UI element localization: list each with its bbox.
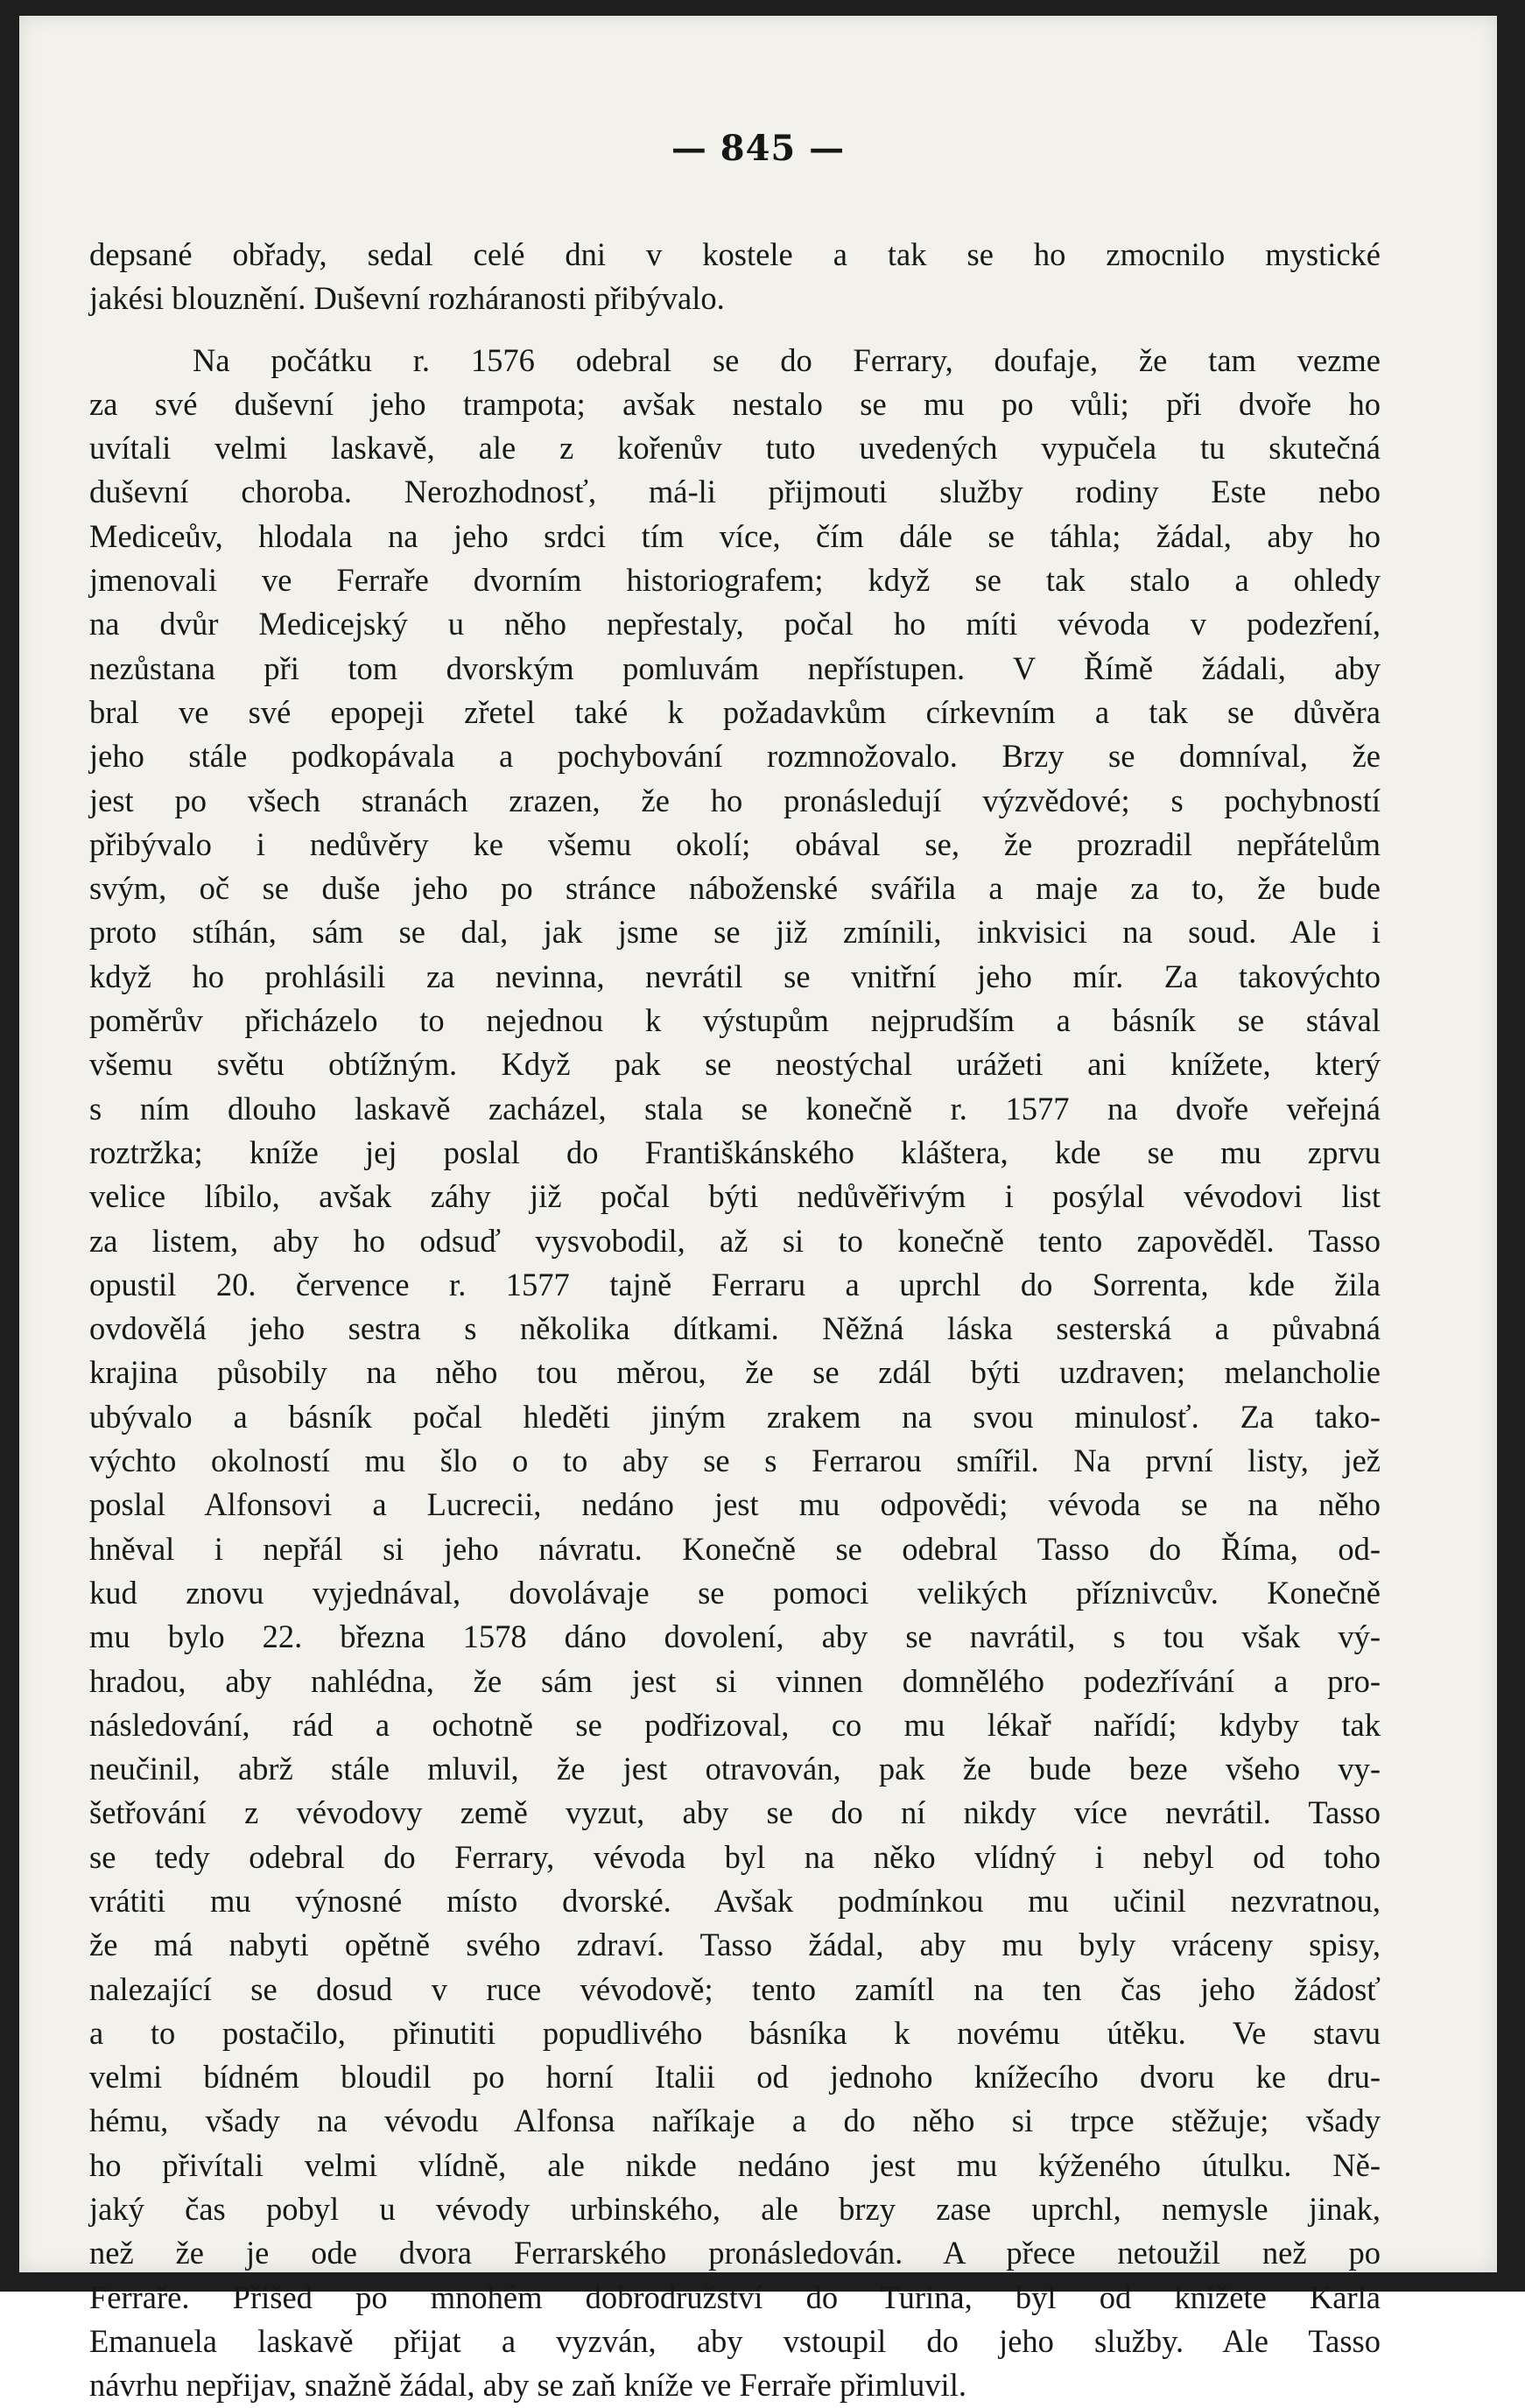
text-line: na dvůr Medicejský u něho nepřestaly, počal ho míti vévoda v podezření,	[89, 606, 1381, 642]
text-line: kud znovu vyjednával, dovolávaje se pomoci velikých příznivcův. Konečně	[89, 1574, 1381, 1611]
text-line: jeho stále podkopávala a pochybování rozmnožovalo. Brzy se domníval, že	[89, 738, 1381, 775]
text-line: hému, všady na vévodu Alfonsa naříkaje a do něho si trpce stěžuje; všady	[89, 2103, 1381, 2139]
text-line: Na počátku r. 1576 odebral se do Ferrary, doufaje, že tam vezme	[193, 341, 1381, 378]
text-line: hradou, aby nahlédna, že sám jest si vinnen domnělého podezřívání a pro-	[89, 1662, 1381, 1699]
text-line: nalezající se dosud v ruce vévodově; tento zamítl na ten čas jeho žádosť	[89, 1970, 1381, 2007]
text-line: jest po všech stranách zrazen, že ho pronásledují výzvědové; s pochybností	[89, 782, 1381, 818]
text-line: poslal Alfonsovi a Lucrecii, nedáno jest mu odpovědi; vévoda se na něho	[89, 1486, 1381, 1523]
text-line: návrhu nepřijav, snažně žádal, aby se zaň kníže ve Ferraře přimluvil.	[89, 2367, 966, 2404]
text-line: ho přivítali velmi vlídně, ale nikde nedáno jest mu kýženého útulku. Ně-	[89, 2146, 1381, 2183]
text-line: a to postačilo, přinutiti popudlivého básníka k novému útěku. Ve stavu	[89, 2014, 1381, 2051]
body-text	[89, 233, 1381, 2408]
text-line: se tedy odebral do Ferrary, vévoda byl na něko vlídný i nebyl od toho	[89, 1838, 1381, 1875]
text-line: bral ve své epopeji zřetel také k požadavkům církevním a tak se důvěra	[89, 693, 1381, 730]
text-line: hněval i nepřál si jeho návratu. Konečně se odebral Tasso do Říma, od-	[89, 1530, 1381, 1567]
text-line: než že je ode dvora Ferrarského pronásledován. A přece netoužil než po	[89, 2235, 1381, 2271]
text-line: Ferraře. Přišed po mnohém dobrodružství do Turina, byl od knížete Karla	[89, 2278, 1381, 2315]
text-line: jmenovali ve Ferraře dvorním historiografem; když se tak stalo a ohledy	[89, 562, 1381, 599]
text-line: ubývalo a básník počal hleděti jiným zrakem na svou minulosť. Za tako-	[89, 1398, 1381, 1435]
text-line: velmi bídném bloudil po horní Italii od jednoho knížecího dvoru ke dru-	[89, 2059, 1381, 2096]
text-line: proto stíhán, sám se dal, jak jsme se již zmínili, inkvisici na soud. Ale i	[89, 914, 1381, 951]
text-line: depsané obřady, sedal celé dni v kostele a tak se ho zmocnilo mystické	[89, 236, 1381, 272]
text-line: duševní choroba. Nerozhodnosť, má-li přijmouti služby rodiny Este nebo	[89, 474, 1381, 510]
text-line: všemu světu obtížným. Když pak se neostýchal urážeti ani knížete, který	[89, 1046, 1381, 1083]
text-line: jaký čas pobyl u vévody urbinského, ale brzy zase uprchl, nemysle jinak,	[89, 2191, 1381, 2228]
text-line: velice líbilo, avšak záhy již počal býti nedůvěřivým i posýlal vévodovi list	[89, 1178, 1381, 1215]
text-line: Mediceův, hlodala na jeho srdci tím více, čím dále se táhla; žádal, aby ho	[89, 517, 1381, 554]
paragraph	[89, 233, 1381, 321]
text-line: opustil 20. července r. 1577 tajně Ferraru a uprchl do Sorrenta, kde žila	[89, 1266, 1381, 1302]
book-page	[19, 16, 1497, 2404]
text-line: Emanuela laskavě přijat a vyzván, aby vstoupil do jeho služby. Ale Tasso	[89, 2322, 1381, 2359]
text-line: vrátiti mu výnosné místo dvorské. Avšak podmínkou mu učinil nezvratnou,	[89, 1882, 1381, 1919]
text-line: poměrův přicházelo to nejednou k výstupům nejprudším a básník se stával	[89, 1002, 1381, 1039]
text-line: mu bylo 22. března 1578 dáno dovolení, aby se navrátil, s tou však vý-	[89, 1618, 1381, 1655]
text-line: že má nabyti opětně svého zdraví. Tasso žádal, aby mu byly vráceny spisy,	[89, 1927, 1381, 1963]
page-number: — 845 —	[671, 128, 846, 169]
text-line: jakési blouznění. Duševní rozháranosti přibývalo.	[89, 280, 725, 317]
text-line: roztržka; kníže jej poslal do Františkánského kláštera, kde se mu zprvu	[89, 1134, 1381, 1170]
text-line: šetřování z vévodovy země vyzut, aby se do ní nikdy více nevrátil. Tasso	[89, 1794, 1381, 1831]
paragraph-gap	[89, 321, 1381, 339]
text-line: za své duševní jeho trampota; avšak nestalo se mu po vůli; při dvoře ho	[89, 385, 1381, 422]
paragraph	[89, 339, 1381, 2408]
text-line: když ho prohlásili za nevinna, nevrátil se vnitřní jeho mír. Za takovýchto	[89, 958, 1381, 994]
text-line: nezůstana při tom dvorským pomluvám nepřístupen. V Římě žádali, aby	[89, 649, 1381, 686]
text-line: za listem, aby ho odsuď vysvobodil, až si to konečně tento zapověděl. Tasso	[89, 1222, 1381, 1259]
text-line: neučinil, abrž stále mluvil, že jest otravován, pak že bude beze všeho vy-	[89, 1751, 1381, 1787]
text-line: přibývalo i nedůvěry ke všemu okolí; obával se, že prozradil nepřátelům	[89, 825, 1381, 862]
text-line: ovdovělá jeho sestra s několika dítkami. Něžná láska sesterská a půvabná	[89, 1310, 1381, 1347]
text-line: svým, oč se duše jeho po stránce náboženské svářila a maje za to, že bude	[89, 870, 1381, 907]
text-line: krajina působily na něho tou měrou, že se zdál býti uzdraven; melancholie	[89, 1354, 1381, 1391]
text-line: následování, rád a ochotně se podřizoval, co mu lékař nařídí; kdyby tak	[89, 1706, 1381, 1743]
text-line: výchto okolností mu šlo o to aby se s Ferrarou smířil. Na první listy, jež	[89, 1443, 1381, 1479]
text-line: uvítali velmi laskavě, ale z kořenův tuto uvedených vypučela tu skutečná	[89, 430, 1381, 467]
text-line: s ním dlouho laskavě zacházel, stala se konečně r. 1577 na dvoře veřejná	[89, 1090, 1381, 1127]
